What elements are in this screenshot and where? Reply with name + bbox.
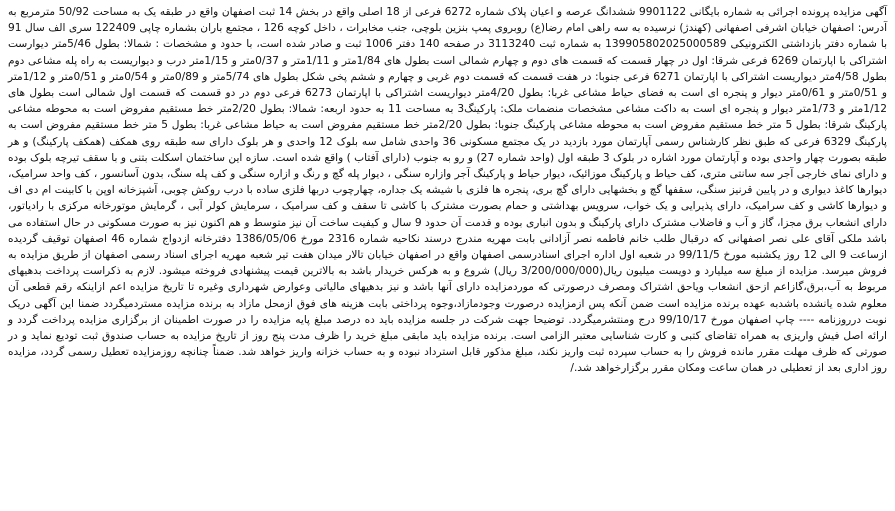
auction-notice-text: آگهی مزایده پرونده اجرائی به شماره بایگانی 9901122 ششدانگ عرصه و اعیان پلاک شماره 6272 فرعی از 18 اصلی واقع در بخش 14 ثبت اصفهان واقع در طبقه یک به مساحت 50/92 مترمربع به آدرس: اصفهان خیابان اشرفی اصفهانی (کهندژ) نرسیده به سه راهی امام رضا(ع) روبروی پمپ بنزین بلوچی، جنب مخابرات ، داخل کوچه 126 ، مجتمع باران بشماره چاپی 122409 سری الف سال 91 با شماره دفتر بازداشتی الکترونیکی 139905802025000589 به شماره ثبت 3113240 در صفحه 140 دفتر 1006 ثبت و صادر شده است، با حدود و مشخصات : شمالا: بطول 5/46متر دیوارست اشتراکی با اپارتمان 6269 فرعی شرقا: اول در چهار قسمت که قسمت های دوم و چهارم شمالی است بطول های 1/84متر و 1/11متر و 0/37متر و 1/15متر درب و دیواریست به راه پله مشاعی دوم بطول 4/58متر دیواریست اشتراکی با اپارتمان 6271 فرعی جنوبا: در هفت قسمت که قسمت دوم غربی و چهارم و ششم پخی شکل بطول های 5/74متر و 0/89متر و 0/54متر و 0/51متر و 1/12متر و 0/51متر و 0/61متر دیوار و پنجره ای است به فضای حیاط مشاعی غربا: بطول 4/20متر دیواریست اشتراکی با اپارتمان 6273 فرعی دوم در دو قسمت که قسمت اول شمالی است بطول های 1/12متر و 1/73متر دیوار و پنجره ای است به داکت مشاعی مشخصات منضمات ملک: پارکینگ3 به مساحت 11 به حدود اربعه: شمالا: بطول 2/20متر خط مستقیم مفروض است به محوطه مشاعی پارکینگ شرقا: بطول 5 متر خط مستقیم مفروض است به محوطه مشاعی پارکینگ جنوبا: بطول 2/20متر خط مستقیم مفروض است به حیاط مشاعی غربا: بطول 5 متر خط مستقیم مفروض است به پارکینگ 6329 فرعی که طبق نظر کارشناس رسمی آپارتمان مورد بازدید در یک مجتمع مسکونی 36 واحدی شامل سه بلوک 12 واحدی و هر بلوک دارای سه طبقه روی همکف (همکف پارکینگ) و هر طبقه بصورت چهار واحدی بوده و آپارتمان مورد اشاره در بلوک 3 طبقه اول (واحد شماره 27) و رو به جنوب (دارای آفتاب ) واقع شده است. سازه این ساختمان اسکلت بتنی و با سقف تیرچه بلوک بوده و دارای نمای خارجی آجر سه سانتی متری، کف حیاط و پارکینگ موزائیک، دیوار حیاط و پارکینگ آجر وازاره سنگی ، دیوار پله گچ و رنگ و ازاره سنگی و کف پله سنگ، بدون آسانسور ، کف واحد سرامیک، دیوارها کاغذ دیواری و در پایین قرنیز سنگی، سقفها گچ و بخشهایی دارای گچ بری، پنجره ها فلزی با شیشه یک جداره، چهارچوب دربها فلزی ساده با درب روکش چوبی، آشپزخانه اوپن با کابینت ام دی اف و دیوارها کاشی و کف سرامیک، دارای پذیرایی و یک خواب، سرویس بهداشتی و حمام بصورت مشترک با کاشی تا سقف و کف سرامیک ، سرمایش کولر آبی ، گرمایش موتورخانه مرکزی با رادیاتور، دارای انشعاب برق مجزا، گاز و آب و فاضلاب مشترک دارای پارکینگ و بدون انباری بوده و قدمت آن حدود 9 سال و کیفیت ساخت آن نیز متوسط و هم اکنون نیز به صورت مسکونی در حال استفاده می باشد ملکی آقای علی نصر اصفهانی که درقبال طلب خانم فاطمه نصر آزادانی بابت مهریه مندرج درسند نکاحیه شماره 2316 مورخ 1386/05/06 دفترخانه ازدواج شماره 46 اصفهان توقیف گردیده ازساعت 9 الی 12 روز یکشنبه مورخ 99/11/5 در شعبه اول اداره اجرای اسنادرسمی اصفهان واقع در اصفهان خیابان تالار میدان هفت تیر شعبه مهریه اجرای اسناد رسمی اصفهان از طریق مزایده به فروش میرسد. مزایده از مبلغ سه میلیارد و دویست میلیون ریال(3/200/000/000 ریال) شروع و به هرکس خریدار باشد به بالاترین قیمت پیشنهادی فروخته میشود. لازم به ذکراست پرداخت بدهیهای مربوط به آب،برق،گازاعم ازحق انشعاب وياحق اشتراک ومصرف درصورتی که موردمزایده دارای آنها باشد و نیز بدهیهای مالیاتی وعوارض شهرداری وغیره تا تاریخ مزایده اعم ازاینکه رقم قطعی آن معلوم شده یانشده باشدبه عهده برنده مزایده است ضمن آنکه پس ازمزایده درصورت وجودمازاد،وجوه پرداختی بابت هزینه های فوق ازمحل مازاد به برنده مزایده مستردمیگردد ضمنا این آگهی دریک نوبت درروزنامه ---- چاپ اصفهان مورخ 99/10/17 درج ومنتشرمیگردد. توضیحا جهت شرکت در جلسه مزایده باید ده درصد مبلغ پایه مزایده را در صورت اطمینان از برگزاری مزایده پرداخت گردد و ارائه اصل فیش واریزی به همراه تقاضای کتبی و کارت شناسایی معتبر الزامی است. برنده مزایده باید مابقی مبلغ خرید را ظرف مدت پنج روز از تاریخ مزایده به حساب صندوق ثبت تودیع نماید و در صورتی که ظرف مهلت مقرر مانده فروش را به حساب سپرده ثبت واریز نکند، مبلغ مذکور قابل استرداد نبوده و به حساب خزانه واریز خواهد شد. ضمناً چنانچه روزمزایده تعطیل رسمی گردد، مزایده روز اداری بعد از تعطیلی در همان ساعت ومکان مقرر برگزارخواهد شد./	[8, 6, 888, 375]
